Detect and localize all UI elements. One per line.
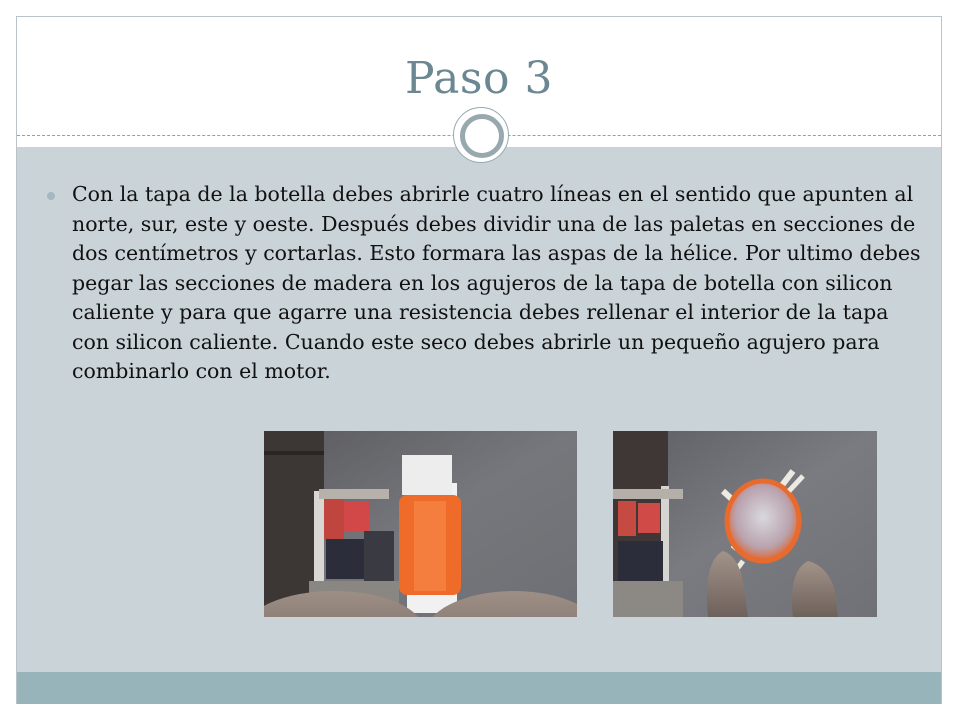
photo-stick-with-cap-illustration	[264, 431, 577, 617]
photo-stick-with-cap	[264, 431, 577, 617]
slide-title: Paso 3	[405, 53, 553, 104]
bullet-icon	[47, 192, 55, 200]
footer-band	[17, 672, 941, 704]
slide	[16, 16, 942, 704]
content-area	[17, 147, 941, 672]
photo-cap-propeller	[613, 431, 877, 617]
body-text: Con la tapa de la botella debes abrirle cuatro líneas en el sentido que apunten al norte, sur, este y oeste. Después debes dividir una de las paletas en secciones de dos centímetros y cortarlas. Esto formara las aspas de la hélice. Por ultimo debes pegar las secciones de madera en los agujeros de la tapa de botella con silicon caliente y para que agarre una resistencia debes rellenar el interior de la tapa con silicon caliente. Cuando este seco debes abrirle un pequeño agujero para combinarlo con el motor.	[72, 182, 921, 383]
ring-icon	[460, 114, 504, 158]
photo-cap-propeller-illustration	[613, 431, 877, 617]
circle-ornament-icon	[453, 107, 509, 163]
